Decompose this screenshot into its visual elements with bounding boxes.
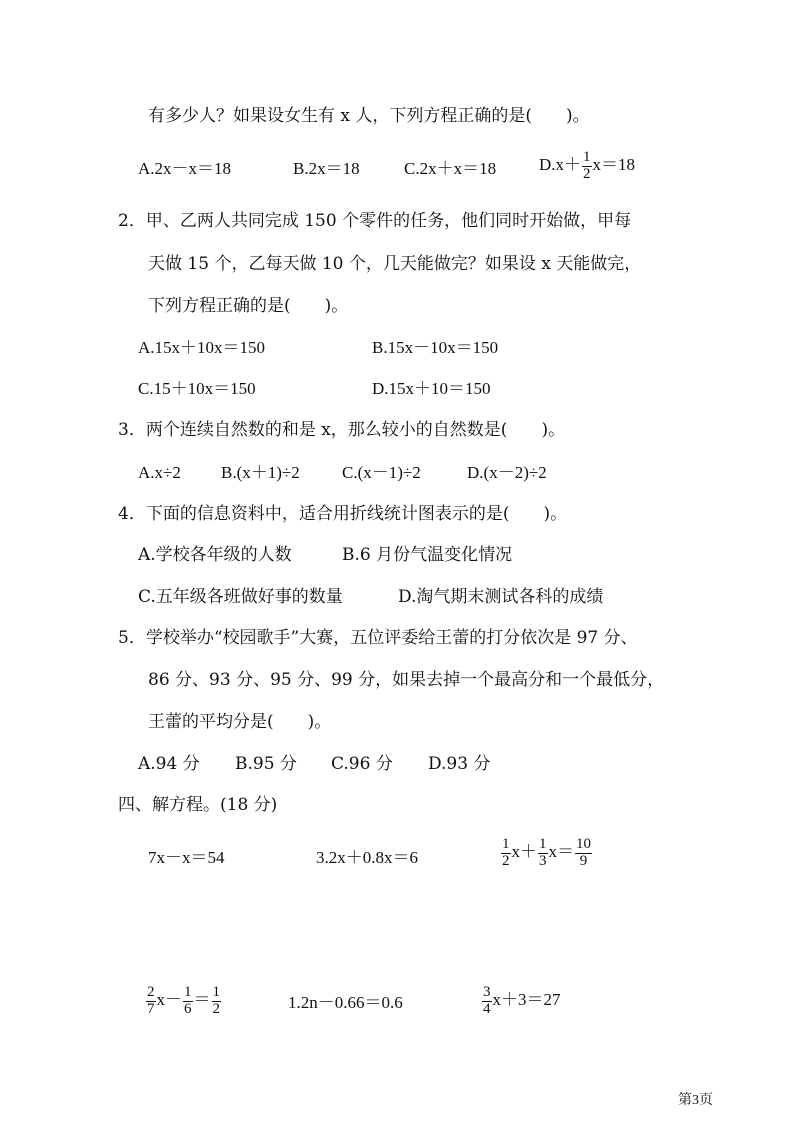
q1-option-d-prefix: D.x＋ [539,155,582,175]
equation-text: x－ [156,990,182,1010]
fraction [212,985,222,1018]
q2-line3: 下列方程正确的是( )。 [148,296,349,316]
q1-option-d-suffix: x＝18 [592,155,636,175]
fraction-denominator: 3 [539,852,547,869]
q5-option-a[interactable]: A.94 分 [138,754,200,774]
q1-option-c[interactable]: C.2x＋x＝18 [404,159,497,178]
fraction-denominator: 7 [147,1000,155,1017]
fraction [575,837,592,870]
fraction-denominator: 6 [184,1000,192,1017]
fraction-numerator: 1 [539,836,547,852]
fraction [501,837,511,870]
q2-option-d[interactable]: D.15x＋10＝150 [372,379,491,398]
q3-option-a[interactable]: A.x÷2 [138,463,181,482]
q1-option-a[interactable]: A.2x－x＝18 [138,159,232,178]
q3-option-d[interactable]: D.(x－2)÷2 [467,463,547,482]
equation-4 [145,985,222,1018]
fraction-denominator: 2 [583,165,591,182]
fraction-numerator: 10 [576,836,591,852]
q2-option-b[interactable]: B.15x－10x＝150 [372,338,499,357]
section4-title: 四、解方程。(18 分) [118,795,278,815]
q2-option-a[interactable]: A.15x＋10x＝150 [138,338,266,357]
q2-option-c[interactable]: C.15＋10x＝150 [138,379,256,398]
equation-text: x＋ [511,842,537,862]
fraction [482,985,492,1018]
equation-5: 1.2n－0.66＝0.6 [288,993,403,1012]
q1-option-d[interactable] [539,150,635,183]
q5-line3: 王蕾的平均分是( )。 [148,712,332,732]
fraction-denominator: 2 [502,852,510,869]
equation-text: ＝ [193,990,211,1010]
equation-1: 7x－x＝54 [148,848,225,867]
q3-option-b[interactable]: B.(x＋1)÷2 [221,463,300,482]
fraction-numerator: 1 [184,984,192,1000]
equation-text: x＝ [548,842,574,862]
fraction-numerator: 1 [583,149,591,165]
q3-line1: 3．两个连续自然数的和是 x，那么较小的自然数是( )。 [118,420,566,440]
q2-line1: 2．甲、乙两人共同完成 150 个零件的任务，他们同时开始做，甲每 [118,211,632,231]
q4-line1: 4．下面的信息资料中，适合用折线统计图表示的是( )。 [118,504,568,524]
page-number: 第3页 [678,1093,713,1108]
fraction-numerator: 1 [502,836,510,852]
equation-6 [481,985,561,1018]
fraction-numerator: 2 [147,984,155,1000]
fraction [183,985,193,1018]
q3-option-c[interactable]: C.(x－1)÷2 [342,463,421,482]
q4-option-c[interactable]: C.五年级各班做好事的数量 [138,587,343,607]
fraction [146,985,156,1018]
q1-stem-tail: 有多少人？如果设女生有 x 人，下列方程正确的是( )。 [148,106,590,126]
q1-option-b[interactable]: B.2x＝18 [293,159,360,178]
q5-option-b[interactable]: B.95 分 [235,754,297,774]
q2-line2: 天做 15 个，乙每天做 10 个，几天能做完？如果设 x 天能做完， [148,254,642,274]
fraction-numerator: 3 [483,984,491,1000]
equation-3 [500,837,593,870]
q4-option-b[interactable]: B.6 月份气温变化情况 [342,545,513,565]
equation-text: x＋3＝27 [492,990,561,1010]
fraction-denominator: 9 [579,852,588,869]
q5-option-d[interactable]: D.93 分 [428,754,491,774]
fraction [538,837,548,870]
equation-2: 3.2x＋0.8x＝6 [316,848,418,867]
q5-line1: 5．学校举办“校园歌手”大赛，五位评委给王蕾的打分依次是 97 分、 [118,628,638,648]
q5-line2: 86 分、93 分、95 分、99 分，如果去掉一个最高分和一个最低分， [148,670,665,690]
q4-option-a[interactable]: A.学校各年级的人数 [138,545,292,565]
q4-option-d[interactable]: D.淘气期末测试各科的成绩 [398,587,604,607]
q1-option-d-fraction [582,150,592,183]
q5-option-c[interactable]: C.96 分 [331,754,393,774]
fraction-denominator: 4 [483,1000,491,1017]
fraction-denominator: 2 [212,1000,220,1017]
fraction-numerator: 1 [212,984,220,1000]
